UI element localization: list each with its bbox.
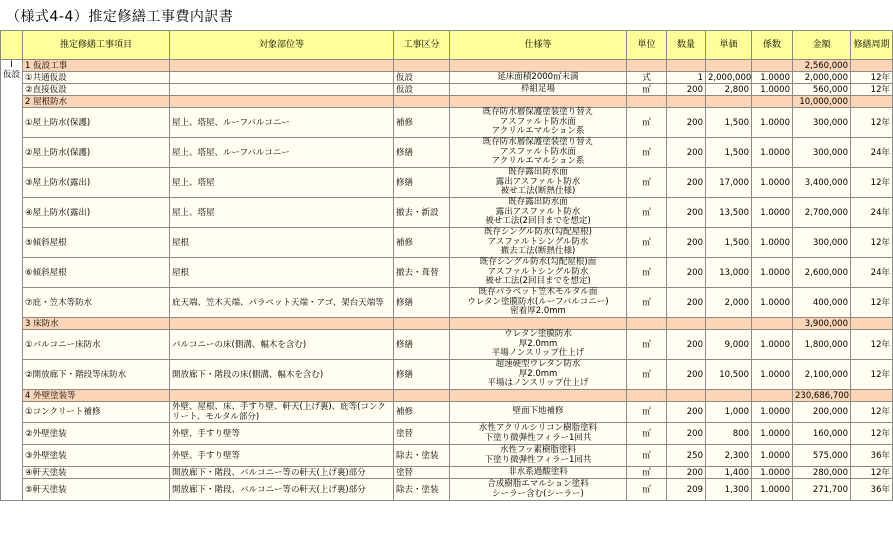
amount-cell[interactable]: 2,000,000 (793, 72, 851, 84)
price-cell[interactable]: 1,000 (706, 402, 752, 423)
qty-cell[interactable]: 200 (667, 467, 706, 479)
item-cell[interactable]: ①コンクリート補修 (23, 402, 170, 423)
part-cell[interactable]: 屋上、塔屋、ルーフバルコニー (170, 108, 394, 138)
coef-cell[interactable]: 1.0000 (752, 72, 793, 84)
price-cell[interactable]: 2,000,000 (706, 72, 752, 84)
spec-line: 枠組足場 (520, 83, 555, 94)
section-blank-cell[interactable] (394, 390, 450, 402)
amount-cell[interactable]: 160,000 (793, 423, 851, 445)
section-blank-cell[interactable] (667, 96, 706, 108)
kubun-cell[interactable]: 塗替 (394, 467, 450, 479)
table-row (1, 138, 893, 168)
kubun-cell[interactable]: 補修 (394, 402, 450, 423)
table-row (1, 445, 893, 467)
qty-cell[interactable]: 200 (667, 423, 706, 445)
amount-cell[interactable]: 300,000 (793, 138, 851, 168)
cycle-cell[interactable]: 12年 (851, 288, 893, 318)
part-cell[interactable]: 屋根 (170, 228, 394, 258)
section-blank-cell[interactable] (752, 318, 793, 330)
price-cell[interactable]: 2,800 (706, 84, 752, 96)
coef-cell[interactable]: 1.0000 (752, 479, 793, 501)
spec-line: 厚2.0mm (518, 368, 558, 379)
section-blank-cell[interactable] (170, 318, 394, 330)
header-row (1, 31, 893, 60)
price-cell[interactable]: 9,000 (706, 330, 752, 360)
section-row (1, 96, 893, 108)
table-row (1, 198, 893, 228)
spec-cell[interactable] (450, 138, 627, 168)
cycle-cell[interactable]: 12年 (851, 467, 893, 479)
spec-line: 厚2.0mm (518, 338, 558, 349)
item-cell[interactable]: ⑦庇・笠木等防水 (23, 288, 170, 318)
section-blank-cell[interactable] (752, 60, 793, 72)
cycle-cell[interactable]: 12年 (851, 423, 893, 445)
header-cell: 修繕周期 (851, 31, 893, 60)
spec-cell[interactable] (450, 72, 627, 84)
spec-line: 水性アクリルシリコン樹脂塗料 (478, 422, 598, 433)
section-blank-cell[interactable] (394, 318, 450, 330)
cycle-cell[interactable]: 24年 (851, 258, 893, 288)
cycle-cell[interactable]: 12年 (851, 402, 893, 423)
unit-cell[interactable]: ㎡ (627, 402, 667, 423)
coef-cell[interactable]: 1.0000 (752, 288, 793, 318)
spec-cell[interactable] (450, 84, 627, 96)
section-blank-cell[interactable] (667, 390, 706, 402)
cycle-cell[interactable]: 12年 (851, 228, 893, 258)
spec-line: 既存防水層保護塗装塗り替え (482, 107, 594, 118)
coef-cell[interactable]: 1.0000 (752, 445, 793, 467)
amount-cell[interactable]: 2,700,000 (793, 198, 851, 228)
price-cell[interactable]: 17,000 (706, 168, 752, 198)
item-cell[interactable]: ⑥傾斜屋根 (23, 258, 170, 288)
price-cell[interactable]: 10,500 (706, 360, 752, 390)
header-cell: 対象部位等 (170, 31, 394, 60)
item-cell[interactable]: ④軒天塗装 (23, 467, 170, 479)
part-cell[interactable] (170, 72, 394, 84)
price-cell[interactable]: 1,500 (706, 138, 752, 168)
spec-line: 非水系過酸塗料 (508, 466, 568, 477)
table-row (1, 360, 893, 390)
spec-line: 露出アスファルト防水 (495, 176, 581, 187)
section-blank-cell[interactable] (706, 318, 752, 330)
section-label[interactable]: 4 外壁塗装等 (23, 390, 170, 402)
cycle-cell[interactable]: 36年 (851, 445, 893, 467)
spec-line: 既存パラペット笠木モルタル面 (478, 287, 598, 298)
spec-line: アスファルト防水面 (500, 116, 576, 127)
kubun-cell[interactable]: 撤去・葺替 (394, 258, 450, 288)
section-amount[interactable]: 2,560,000 (793, 60, 851, 72)
part-cell[interactable]: 開放廊下・階段、バルコニー等の軒天(上げ裏)部分 (170, 479, 394, 501)
price-cell[interactable]: 1,400 (706, 467, 752, 479)
kubun-cell[interactable]: 仮設 (394, 84, 450, 96)
cycle-cell[interactable]: 12年 (851, 108, 893, 138)
spec-line: アクリルエマルション系 (491, 156, 585, 167)
cycle-cell[interactable]: 24年 (851, 138, 893, 168)
kubun-cell[interactable]: 撤去・新設 (394, 198, 450, 228)
price-cell[interactable]: 800 (706, 423, 752, 445)
cost-table (0, 30, 893, 501)
unit-cell[interactable]: ㎡ (627, 228, 667, 258)
section-blank-cell[interactable] (752, 96, 793, 108)
category-number: Ⅰ (10, 60, 13, 70)
amount-cell[interactable]: 2,600,000 (793, 258, 851, 288)
spec-line: 超速硬型ウレタン防水 (495, 359, 581, 370)
spec-line: ウレタン塗膜防水 (504, 329, 572, 340)
kubun-cell[interactable]: 修繕 (394, 138, 450, 168)
amount-cell[interactable]: 271,700 (793, 479, 851, 501)
price-cell[interactable]: 1,500 (706, 108, 752, 138)
coef-cell[interactable]: 1.0000 (752, 228, 793, 258)
spec-line: 延床面積2000㎡未満 (497, 71, 579, 82)
part-cell[interactable]: 外壁、屋根、床、手すり壁、軒天(上げ裏)、庇等(コンクリート、モルタル部分) (170, 402, 394, 423)
unit-cell[interactable]: ㎡ (627, 168, 667, 198)
unit-cell[interactable]: ㎡ (627, 445, 667, 467)
qty-cell[interactable]: 200 (667, 108, 706, 138)
coef-cell[interactable]: 1.0000 (752, 330, 793, 360)
item-cell[interactable]: ②直接仮設 (23, 84, 170, 96)
spec-line: アスファルトシングル防水 (487, 266, 589, 277)
spec-cell[interactable] (450, 467, 627, 479)
part-cell[interactable]: 屋根 (170, 258, 394, 288)
price-cell[interactable]: 2,300 (706, 445, 752, 467)
item-cell[interactable]: ⑤軒天塗装 (23, 479, 170, 501)
amount-cell[interactable]: 300,000 (793, 108, 851, 138)
spec-line: 被せ工法(断熱仕様) (500, 186, 576, 197)
section-blank-cell[interactable] (752, 390, 793, 402)
cycle-cell[interactable]: 36年 (851, 479, 893, 501)
unit-cell[interactable]: ㎡ (627, 330, 667, 360)
part-cell[interactable]: バルコニーの床(側溝、幅木を含む) (170, 330, 394, 360)
section-amount[interactable]: 3,900,000 (793, 318, 851, 330)
qty-cell[interactable]: 200 (667, 330, 706, 360)
coef-cell[interactable]: 1.0000 (752, 168, 793, 198)
header-cell: 単価 (706, 31, 752, 60)
cycle-cell[interactable]: 12年 (851, 168, 893, 198)
price-cell[interactable]: 13,000 (706, 258, 752, 288)
table-row (1, 258, 893, 288)
section-blank-cell[interactable] (394, 96, 450, 108)
section-blank-cell[interactable] (170, 390, 394, 402)
page-title: （様式4-4）推定修繕工事費内訳書 (6, 9, 234, 25)
item-cell[interactable]: ④屋上防水(露出) (23, 198, 170, 228)
section-blank-cell[interactable] (706, 96, 752, 108)
section-row (1, 318, 893, 330)
section-blank-cell[interactable] (170, 60, 394, 72)
coef-cell[interactable]: 1.0000 (752, 84, 793, 96)
table-row (1, 288, 893, 318)
part-cell[interactable] (170, 84, 394, 96)
table-row (1, 402, 893, 423)
unit-cell[interactable]: 式 (627, 72, 667, 84)
section-blank-cell[interactable] (627, 318, 667, 330)
coef-cell[interactable]: 1.0000 (752, 198, 793, 228)
amount-cell[interactable]: 560,000 (793, 84, 851, 96)
qty-cell[interactable]: 200 (667, 168, 706, 198)
spec-cell[interactable] (450, 108, 627, 138)
section-row (1, 60, 893, 72)
spec-line: 下塗り微弾性フィラー1回共 (484, 454, 592, 465)
coef-cell[interactable]: 1.0000 (752, 138, 793, 168)
qty-cell[interactable]: 200 (667, 228, 706, 258)
section-label[interactable]: 2 屋根防水 (23, 96, 170, 108)
kubun-cell[interactable]: 補修 (394, 228, 450, 258)
category-cell[interactable] (1, 60, 23, 501)
unit-cell[interactable]: ㎡ (627, 108, 667, 138)
spec-line: アスファルト防水面 (500, 146, 576, 157)
item-cell[interactable]: ③屋上防水(露出) (23, 168, 170, 198)
kubun-cell[interactable]: 修繕 (394, 360, 450, 390)
item-cell[interactable]: ②開放廊下・階段等床防水 (23, 360, 170, 390)
item-cell[interactable]: ③外壁塗装 (23, 445, 170, 467)
unit-cell[interactable]: ㎡ (627, 360, 667, 390)
qty-cell[interactable]: 200 (667, 138, 706, 168)
coef-cell[interactable]: 1.0000 (752, 258, 793, 288)
spec-line: 合成樹脂エマルション塗料 (487, 478, 589, 489)
item-cell[interactable]: ①共通仮設 (23, 72, 170, 84)
unit-cell[interactable]: ㎡ (627, 258, 667, 288)
price-cell[interactable]: 13,500 (706, 198, 752, 228)
section-blank-cell[interactable] (851, 390, 893, 402)
category-label: 仮設 (3, 70, 21, 80)
section-blank-cell[interactable] (667, 60, 706, 72)
spec-line: 水性フッ素樹脂塗料 (500, 444, 576, 455)
section-blank-cell[interactable] (851, 60, 893, 72)
item-cell[interactable]: ①屋上防水(保護) (23, 108, 170, 138)
price-cell[interactable]: 1,300 (706, 479, 752, 501)
kubun-cell[interactable]: 修繕 (394, 288, 450, 318)
part-cell[interactable]: 外壁、手すり壁等 (170, 423, 394, 445)
header-cell: 単位 (627, 31, 667, 60)
section-blank-cell[interactable] (851, 96, 893, 108)
spec-cell[interactable] (450, 445, 627, 467)
section-blank-cell[interactable] (450, 390, 627, 402)
section-label[interactable]: 1 仮設工事 (23, 60, 170, 72)
spec-cell[interactable] (450, 423, 627, 445)
section-blank-cell[interactable] (450, 96, 627, 108)
table-row (1, 479, 893, 501)
coef-cell[interactable]: 1.0000 (752, 360, 793, 390)
section-blank-cell[interactable] (706, 390, 752, 402)
unit-cell[interactable]: ㎡ (627, 84, 667, 96)
section-blank-cell[interactable] (450, 318, 627, 330)
unit-cell[interactable]: ㎡ (627, 138, 667, 168)
header-cell: 工事区分 (394, 31, 450, 60)
part-cell[interactable]: 開放廊下・階段、バルコニー等の軒天(上げ裏)部分 (170, 467, 394, 479)
section-blank-cell[interactable] (627, 96, 667, 108)
spec-line: 撤去工法(断熱仕様) (500, 246, 576, 257)
kubun-cell[interactable]: 仮設 (394, 72, 450, 84)
qty-cell[interactable]: 200 (667, 198, 706, 228)
qty-cell[interactable]: 200 (667, 288, 706, 318)
part-cell[interactable]: 庇天端、笠木天端、パラペット天端・アゴ、架台天端等 (170, 288, 394, 318)
amount-cell[interactable]: 300,000 (793, 228, 851, 258)
amount-cell[interactable]: 2,100,000 (793, 360, 851, 390)
spec-line: 既存シングル防水(勾配屋根)面 (479, 257, 597, 268)
header-cell: 金額 (793, 31, 851, 60)
spec-line: アスファルトシングル防水 (487, 236, 589, 247)
cost-breakdown-sheet (0, 30, 890, 501)
spec-line: アクリルエマルション系 (491, 126, 585, 137)
spec-line: 露出アスファルト防水 (495, 206, 581, 217)
qty-cell[interactable]: 200 (667, 360, 706, 390)
part-cell[interactable]: 屋上、塔屋、ルーフバルコニー (170, 138, 394, 168)
item-cell[interactable]: ②外壁塗装 (23, 423, 170, 445)
section-blank-cell[interactable] (627, 60, 667, 72)
table-row (1, 423, 893, 445)
spec-line: シーラー含む(シーラー) (492, 488, 584, 499)
qty-cell[interactable]: 200 (667, 402, 706, 423)
section-blank-cell[interactable] (170, 96, 394, 108)
part-cell[interactable]: 開放廊下・階段の床(側溝、幅木を含む) (170, 360, 394, 390)
table-row (1, 84, 893, 96)
kubun-cell[interactable]: 補修 (394, 108, 450, 138)
spec-line: 平場はノンスリップ仕上げ (487, 378, 589, 389)
header-cell: 数量 (667, 31, 706, 60)
spec-cell[interactable] (450, 228, 627, 258)
amount-cell[interactable]: 400,000 (793, 288, 851, 318)
spec-cell[interactable] (450, 198, 627, 228)
spec-line: 平場ノンスリップ仕上げ (491, 348, 585, 359)
part-cell[interactable]: 屋上、塔屋 (170, 168, 394, 198)
table-row (1, 330, 893, 360)
spec-line: 既存露出防水面 (508, 197, 568, 208)
spec-line: 被せ工法(2回目までを想定) (485, 276, 591, 287)
item-cell[interactable]: ①バルコニー床防水 (23, 330, 170, 360)
kubun-cell[interactable]: 塗替 (394, 423, 450, 445)
table-row (1, 168, 893, 198)
item-cell[interactable]: ⑤傾斜屋根 (23, 228, 170, 258)
spec-cell[interactable] (450, 402, 627, 423)
part-cell[interactable]: 屋上、塔屋 (170, 198, 394, 228)
spec-cell[interactable] (450, 330, 627, 360)
spec-line: 既存防水層保護塗装塗り替え (482, 137, 594, 148)
coef-cell[interactable]: 1.0000 (752, 402, 793, 423)
cycle-cell[interactable]: 12年 (851, 84, 893, 96)
amount-cell[interactable]: 575,000 (793, 445, 851, 467)
amount-cell[interactable]: 1,800,000 (793, 330, 851, 360)
section-blank-cell[interactable] (706, 60, 752, 72)
amount-cell[interactable]: 3,400,000 (793, 168, 851, 198)
cycle-cell[interactable]: 24年 (851, 198, 893, 228)
qty-cell[interactable]: 250 (667, 445, 706, 467)
section-blank-cell[interactable] (394, 60, 450, 72)
coef-cell[interactable]: 1.0000 (752, 467, 793, 479)
qty-cell[interactable]: 200 (667, 258, 706, 288)
header-cell: 係数 (752, 31, 793, 60)
spec-line: ウレタン塗膜防水(ルーフバルコニー) (467, 296, 609, 307)
coef-cell[interactable]: 1.0000 (752, 423, 793, 445)
cycle-cell[interactable]: 12年 (851, 360, 893, 390)
header-cell-blank[interactable] (1, 31, 23, 60)
spec-cell[interactable] (450, 168, 627, 198)
header-cell: 仕様等 (450, 31, 627, 60)
spec-line: 既存シングル防水(勾配屋根) (484, 227, 592, 238)
amount-cell[interactable]: 280,000 (793, 467, 851, 479)
section-amount[interactable]: 10,000,000 (793, 96, 851, 108)
price-cell[interactable]: 2,000 (706, 288, 752, 318)
section-label[interactable]: 3 床防水 (23, 318, 170, 330)
header-cell: 推定修繕工事項目 (23, 31, 170, 60)
cycle-cell[interactable]: 12年 (851, 72, 893, 84)
qty-cell[interactable]: 200 (667, 84, 706, 96)
section-blank-cell[interactable] (667, 318, 706, 330)
section-blank-cell[interactable] (627, 390, 667, 402)
spec-line: 密着厚2.0mm (510, 306, 566, 317)
qty-cell[interactable]: 209 (667, 479, 706, 501)
kubun-cell[interactable]: 修繕 (394, 330, 450, 360)
table-row (1, 228, 893, 258)
spec-line: 下塗り微弾性フィラー1回共 (484, 432, 592, 443)
qty-cell[interactable]: 1 (667, 72, 706, 84)
section-blank-cell[interactable] (450, 60, 627, 72)
spec-cell[interactable] (450, 360, 627, 390)
cycle-cell[interactable]: 12年 (851, 330, 893, 360)
item-cell[interactable]: ②屋上防水(保護) (23, 138, 170, 168)
price-cell[interactable]: 1,500 (706, 228, 752, 258)
table-row (1, 108, 893, 138)
spec-cell[interactable] (450, 288, 627, 318)
spec-line: 被せ工法(2回目までを想定) (485, 216, 591, 227)
coef-cell[interactable]: 1.0000 (752, 108, 793, 138)
section-row (1, 390, 893, 402)
unit-cell[interactable]: ㎡ (627, 288, 667, 318)
section-blank-cell[interactable] (851, 318, 893, 330)
spec-line: 既存露出防水面 (508, 167, 568, 178)
unit-cell[interactable]: ㎡ (627, 423, 667, 445)
table-row (1, 467, 893, 479)
kubun-cell[interactable]: 除去・塗装 (394, 479, 450, 501)
spec-line: 壁面下地補修 (512, 406, 564, 417)
part-cell[interactable]: 外壁、手すり壁等 (170, 445, 394, 467)
amount-cell[interactable]: 200,000 (793, 402, 851, 423)
kubun-cell[interactable]: 除去・塗装 (394, 445, 450, 467)
spec-cell[interactable] (450, 258, 627, 288)
unit-cell[interactable]: ㎡ (627, 467, 667, 479)
kubun-cell[interactable]: 修繕 (394, 168, 450, 198)
section-amount[interactable]: 230,686,700 (793, 390, 851, 402)
unit-cell[interactable]: ㎡ (627, 198, 667, 228)
spec-cell[interactable] (450, 479, 627, 501)
table-row (1, 72, 893, 84)
unit-cell[interactable]: ㎡ (627, 479, 667, 501)
